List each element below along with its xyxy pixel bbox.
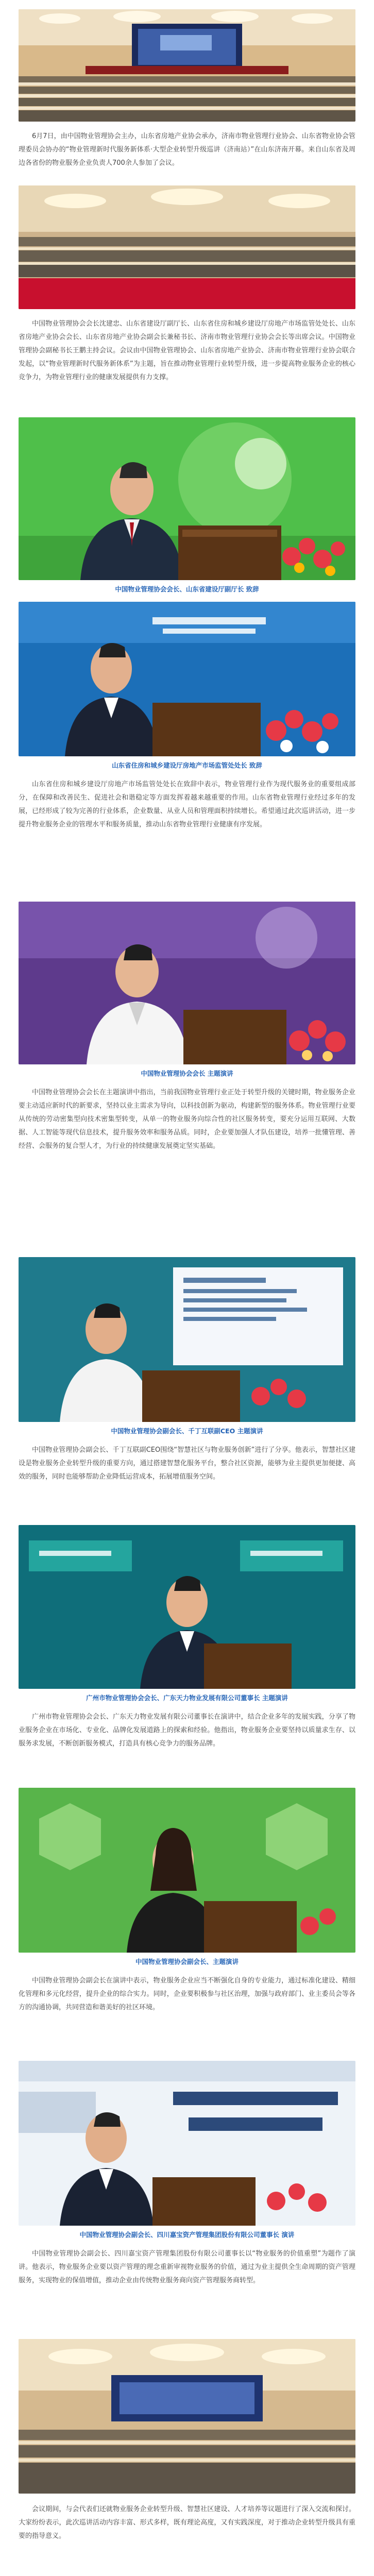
- speaker-photo-5: [19, 1525, 355, 1689]
- caption-7-block: [19, 2230, 355, 2240]
- paragraph-7: 中国物业管理协会副会长在演讲中表示，物业服务企业应当不断强化自身的专业能力，通过标准化建设、精细化管理和多元化经营，提升企业的综合实力。同时，企业要积极参与社区治理，加强与政府部门、业主委员会等各方的沟通协调，共同营造和谐美好的社区环境。: [19, 1977, 355, 2011]
- speaker-photo-1: [19, 417, 355, 580]
- paragraph-6-block: [19, 1710, 355, 1751]
- paragraph-4: 中国物业管理协会会长在主题演讲中指出，当前我国物业管理行业正处于转型升级的关键时期，物业服务企业要主动适应新时代的新要求，坚持以业主需求为导向，以科技创新为驱动，构建新型的服务体系。物业管理行业要从传统的劳动密集型向技术密集型转变，从单一的物业服务向综合性的社区服务转变，要充分运用互联网、大数据、人工智能等现代信息技术，提升服务效率和服务品质。同时，企业要加强人才队伍建设，培养一批懂管理、善经营、会服务的复合型人才，为行业的持续健康发展奠定坚实基础。: [19, 1089, 355, 1150]
- photo-caption-5: 广州市物业管理协会会长、广东天力物业发展有限公司董事长 主题演讲: [86, 1694, 288, 1702]
- intro-text: [19, 130, 355, 170]
- photo-caption-2: 山东省住房和城乡建设厅房地产市场监管处处长 致辞: [112, 761, 262, 769]
- speaker-photo-4: [19, 1257, 355, 1422]
- closing-paragraph-block: [19, 2503, 355, 2543]
- paragraph-3: 山东省住房和城乡建设厅房地产市场监管处处长在致辞中表示，物业管理行业作为现代服务业的重要组成部分，在保障和改善民生、促进社会和谐稳定等方面发挥着越来越重要的作用。山东省物业管理行业经过多年的发展，已经形成了较为完善的行业体系，企业数量、从业人员和管理面积持续增长。希望通过此次巡讲活动，进一步提升物业服务企业的管理水平和服务质量，推动山东省物业管理行业健康有序发展。: [19, 781, 355, 828]
- paragraph-6: 广州市物业管理协会会长、广东天力物业发展有限公司董事长在演讲中，结合企业多年的发展实践，分享了物业服务企业在市场化、专业化、品牌化发展道路上的探索和经验。他指出，物业服务企业要坚持以质量求生存、以服务求发展，不断创新服务模式，打造具有核心竞争力的服务品牌。: [19, 1713, 355, 1748]
- caption-5-block: [19, 1693, 355, 1703]
- intro-paragraph: 6月7日，由中国物业管理协会主办，山东省房地产业协会承办，济南市物业管理行业协会、山东省物业协会管理委员会协办的“物业管理新时代服务新体系·大型企业转型升级巡讲（济南站）”在山东济南开幕。来自山东省及周边各省份的物业服务企业负责人700余人参加了会议。: [19, 132, 355, 167]
- caption-4-block: [19, 1426, 355, 1436]
- photo-caption-7: 中国物业管理协会副会长、四川嘉宝资产管理集团股份有限公司董事长 演讲: [79, 2231, 295, 2239]
- speaker-photo-2: [19, 602, 355, 756]
- photo-caption-4: 中国物业管理协会副会长、千丁互联副CEO 主题演讲: [111, 1427, 263, 1435]
- photo-caption-6: 中国物业管理协会副会长、主题演讲: [135, 1958, 239, 1965]
- photo-caption-3: 中国物业管理协会会长 主题演讲: [141, 1070, 233, 1077]
- paragraph-2-block: [19, 317, 355, 384]
- caption-2-block: [19, 760, 355, 771]
- speaker-photo-7: [19, 2061, 355, 2226]
- paragraph-7-block: [19, 1974, 355, 2014]
- paragraph-8: 中国物业管理协会副会长、四川嘉宝资产管理集团股份有限公司董事长以“物业服务的价值重塑”为题作了演讲。他表示，物业服务企业要以资产管理的理念重新审视物业服务的价值，通过为业主提供全生命周期的资产管理服务，实现物业的保值增值，推动企业由传统物业服务商向资产管理服务商转型。: [19, 2250, 355, 2284]
- caption-6-block: [19, 1957, 355, 1967]
- paragraph-5-block: [19, 1444, 355, 1484]
- paragraph-2: 中国物业管理协会会长沈建忠、山东省建设厅副厅长、山东省住房和城乡建设厅房地产市场监管处处长、山东省房地产业协会会长、山东省房地产业协会副会长兼秘书长、济南市物业管理行业协会会长等出席会议。中国物业管理协会副秘书长王鹏主持会议。会议由中国物业管理协会、山东省房地产业协会、济南市物业管理行业协会联合发起，以“物业管理新时代服务新体系”为主题，旨在推动物业管理行业转型升级，进一步提高物业服务企业的核心竞争力，为物业管理行业的健康发展提供有力支撑。: [19, 320, 355, 381]
- paragraph-3-block: [19, 778, 355, 832]
- speaker-photo-6: [19, 1788, 355, 1953]
- caption-1-block: [19, 584, 355, 595]
- speaker-photo-3: [19, 902, 355, 1064]
- paragraph-4-block: [19, 1086, 355, 1153]
- conference-hall-photo: [19, 9, 355, 122]
- closing-paragraph: 会议期间，与会代表们还就物业服务企业转型升级、智慧社区建设、人才培养等议题进行了深入交流和探讨。大家纷纷表示，此次巡讲活动内容丰富、形式多样，既有理论高度，又有实践深度，对于推动企业转型升级具有重要的指导意义。: [19, 2505, 355, 2540]
- paragraph-5: 中国物业管理协会副会长、千丁互联副CEO围绕“智慧社区与物业服务创新”进行了分享。他表示，智慧社区建设是物业服务企业转型升级的重要方向，通过搭建智慧化服务平台，整合社区资源，能够为业主提供更加便捷、高效的服务，同时也能够帮助企业降低运营成本，拓展增值服务空间。: [19, 1446, 355, 1481]
- paragraph-8-block: [19, 2247, 355, 2287]
- closing-hall-photo: [19, 2339, 355, 2494]
- caption-3-block: [19, 1069, 355, 1079]
- photo-caption-1: 中国物业管理协会会长、山东省建设厅副厅长 致辞: [115, 585, 259, 593]
- audience-photo: [19, 185, 355, 309]
